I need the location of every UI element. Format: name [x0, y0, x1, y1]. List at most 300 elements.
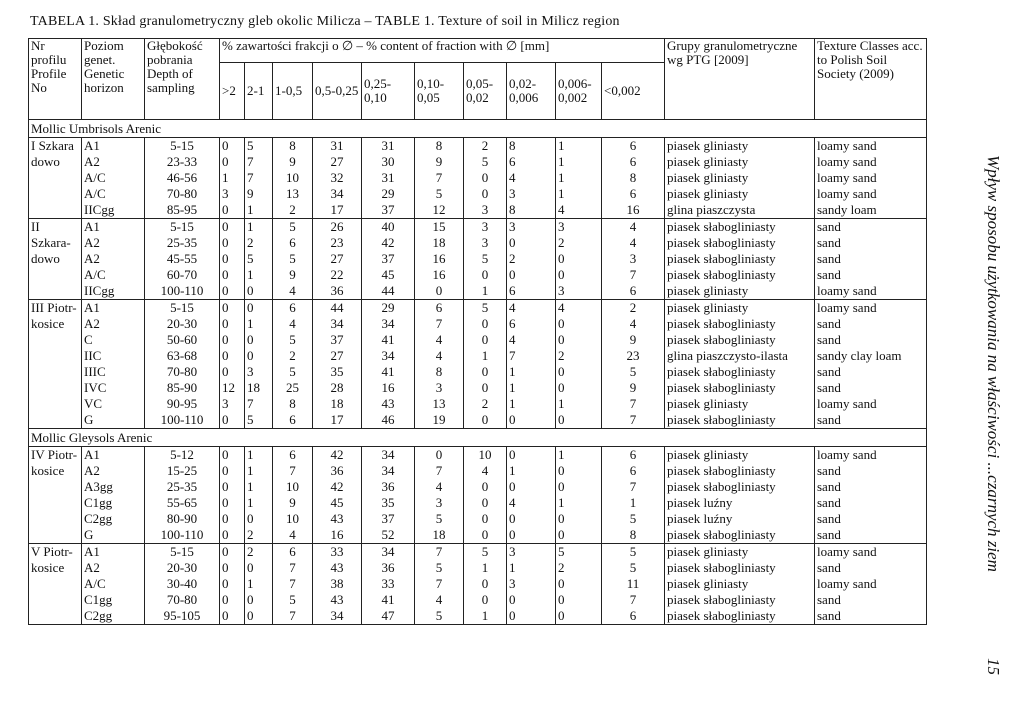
- fraction-cell: 0: [556, 463, 602, 479]
- fraction-cell: 4: [507, 495, 556, 511]
- table-row: [29, 170, 927, 186]
- ptg-group-cell: piasek gliniasty: [665, 544, 815, 561]
- fraction-cell: 5: [273, 364, 313, 380]
- fraction-cell: 0: [220, 300, 245, 317]
- texture-table: [28, 38, 927, 625]
- fraction-cell: 7: [602, 396, 665, 412]
- horizon-cell: A2: [82, 154, 145, 170]
- depth-cell: 20-30: [145, 560, 220, 576]
- fraction-cell: 18: [415, 235, 464, 251]
- fraction-cell: 6: [415, 300, 464, 317]
- fraction-cell: 1: [245, 267, 273, 283]
- fraction-cell: 7: [273, 608, 313, 625]
- fraction-cell: 36: [313, 463, 362, 479]
- fraction-cell: 1: [245, 479, 273, 495]
- fraction-cell: 13: [415, 396, 464, 412]
- fraction-cell: 0: [464, 380, 507, 396]
- texture-class-cell: sand: [815, 412, 927, 429]
- fraction-cell: 2: [556, 560, 602, 576]
- horizon-cell: C: [82, 332, 145, 348]
- fraction-cell: 1: [245, 447, 273, 464]
- fraction-cell: 0: [556, 527, 602, 544]
- fraction-cell: 5: [245, 251, 273, 267]
- fraction-cell: 7: [507, 348, 556, 364]
- texture-class-cell: sand: [815, 267, 927, 283]
- header-fraction-4: 0,25-0,10: [362, 62, 415, 119]
- fraction-cell: 35: [362, 495, 415, 511]
- table-row: [29, 348, 927, 364]
- fraction-cell: 34: [362, 544, 415, 561]
- table-row: [29, 576, 927, 592]
- fraction-cell: 16: [415, 267, 464, 283]
- fraction-cell: 0: [556, 592, 602, 608]
- fraction-cell: 6: [602, 463, 665, 479]
- ptg-group-cell: piasek słabogliniasty: [665, 267, 815, 283]
- ptg-group-cell: piasek słabogliniasty: [665, 219, 815, 236]
- fraction-cell: 33: [313, 544, 362, 561]
- table-row: [29, 186, 927, 202]
- fraction-cell: 0: [220, 235, 245, 251]
- texture-class-cell: loamy sand: [815, 154, 927, 170]
- depth-cell: 5-15: [145, 219, 220, 236]
- page-number: 15: [984, 658, 1003, 675]
- fraction-cell: 5: [273, 592, 313, 608]
- texture-class-cell: loamy sand: [815, 138, 927, 155]
- fraction-cell: 0: [245, 608, 273, 625]
- fraction-cell: 0: [507, 511, 556, 527]
- header-ptg-groups: Grupy granulometryczne wg PTG [2009]: [665, 39, 815, 120]
- fraction-cell: 27: [313, 154, 362, 170]
- fraction-cell: 5: [602, 511, 665, 527]
- fraction-cell: 0: [507, 235, 556, 251]
- horizon-cell: A3gg: [82, 479, 145, 495]
- texture-class-cell: sand: [815, 219, 927, 236]
- fraction-cell: 2: [464, 138, 507, 155]
- ptg-group-cell: piasek gliniasty: [665, 447, 815, 464]
- ptg-group-cell: piasek gliniasty: [665, 283, 815, 300]
- fraction-cell: 44: [313, 300, 362, 317]
- fraction-cell: 1: [245, 495, 273, 511]
- fraction-cell: 5: [464, 154, 507, 170]
- fraction-cell: 34: [362, 447, 415, 464]
- horizon-cell: A/C: [82, 170, 145, 186]
- fraction-cell: 10: [273, 170, 313, 186]
- fraction-cell: 0: [220, 560, 245, 576]
- fraction-cell: 16: [602, 202, 665, 219]
- horizon-cell: C2gg: [82, 511, 145, 527]
- header-genetic-horizon: Poziom genet. Genetic horizon: [82, 39, 145, 120]
- fraction-cell: 2: [245, 235, 273, 251]
- texture-class-cell: loamy sand: [815, 396, 927, 412]
- fraction-cell: 0: [556, 479, 602, 495]
- fraction-cell: 9: [245, 186, 273, 202]
- header-fraction-1: 2-1: [245, 62, 273, 119]
- fraction-cell: 7: [602, 267, 665, 283]
- depth-cell: 70-80: [145, 186, 220, 202]
- depth-cell: 85-95: [145, 202, 220, 219]
- fraction-cell: 8: [273, 396, 313, 412]
- profile-label: III Piotr-kosice: [29, 300, 82, 429]
- fraction-cell: 0: [220, 592, 245, 608]
- fraction-cell: 3: [245, 364, 273, 380]
- fraction-cell: 6: [273, 300, 313, 317]
- fraction-cell: 2: [556, 235, 602, 251]
- fraction-cell: 1: [556, 170, 602, 186]
- horizon-cell: A1: [82, 544, 145, 561]
- fraction-cell: 6: [273, 544, 313, 561]
- ptg-group-cell: piasek słabogliniasty: [665, 479, 815, 495]
- fraction-cell: 10: [273, 479, 313, 495]
- depth-cell: 85-90: [145, 380, 220, 396]
- fraction-cell: 37: [362, 251, 415, 267]
- header-fraction-6: 0,05-0,02: [464, 62, 507, 119]
- fraction-cell: 5: [415, 186, 464, 202]
- fraction-cell: 0: [220, 495, 245, 511]
- texture-class-cell: sand: [815, 364, 927, 380]
- fraction-cell: 3: [556, 283, 602, 300]
- fraction-cell: 47: [362, 608, 415, 625]
- fraction-cell: 0: [220, 463, 245, 479]
- fraction-cell: 5: [415, 560, 464, 576]
- fraction-cell: 13: [273, 186, 313, 202]
- fraction-cell: 9: [273, 495, 313, 511]
- horizon-cell: IVC: [82, 380, 145, 396]
- fraction-cell: 0: [220, 608, 245, 625]
- fraction-cell: 9: [415, 154, 464, 170]
- fraction-cell: 0: [220, 412, 245, 429]
- fraction-cell: 3: [602, 251, 665, 267]
- fraction-cell: 36: [313, 283, 362, 300]
- fraction-cell: 18: [313, 396, 362, 412]
- header-fraction-title: % zawartości frakcji o ∅ – % content of fraction with ∅ [mm]: [220, 39, 665, 63]
- texture-class-cell: loamy sand: [815, 283, 927, 300]
- table-row: [29, 479, 927, 495]
- fraction-cell: 1: [464, 283, 507, 300]
- fraction-cell: 5: [602, 544, 665, 561]
- horizon-cell: A1: [82, 138, 145, 155]
- texture-class-cell: sand: [815, 479, 927, 495]
- fraction-cell: 4: [556, 202, 602, 219]
- fraction-cell: 23: [313, 235, 362, 251]
- ptg-group-cell: piasek luźny: [665, 495, 815, 511]
- depth-cell: 100-110: [145, 283, 220, 300]
- fraction-cell: 18: [245, 380, 273, 396]
- ptg-group-cell: piasek gliniasty: [665, 154, 815, 170]
- fraction-cell: 9: [602, 332, 665, 348]
- fraction-cell: 1: [507, 364, 556, 380]
- section-row: [29, 429, 927, 447]
- fraction-cell: 2: [602, 300, 665, 317]
- fraction-cell: 4: [507, 170, 556, 186]
- fraction-cell: 40: [362, 219, 415, 236]
- ptg-group-cell: piasek słabogliniasty: [665, 332, 815, 348]
- table-row: [29, 235, 927, 251]
- fraction-cell: 1: [507, 560, 556, 576]
- ptg-group-cell: piasek słabogliniasty: [665, 412, 815, 429]
- fraction-cell: 6: [602, 608, 665, 625]
- fraction-cell: 42: [313, 447, 362, 464]
- fraction-cell: 3: [507, 219, 556, 236]
- fraction-cell: 0: [464, 186, 507, 202]
- fraction-cell: 1: [464, 348, 507, 364]
- fraction-cell: 0: [556, 251, 602, 267]
- horizon-cell: A1: [82, 219, 145, 236]
- texture-class-cell: sand: [815, 332, 927, 348]
- fraction-cell: 0: [220, 202, 245, 219]
- fraction-cell: 8: [415, 364, 464, 380]
- fraction-cell: 7: [415, 544, 464, 561]
- fraction-cell: 5: [602, 364, 665, 380]
- fraction-cell: 30: [362, 154, 415, 170]
- fraction-cell: 6: [602, 283, 665, 300]
- table-row: [29, 544, 927, 561]
- horizon-cell: IIC: [82, 348, 145, 364]
- fraction-cell: 0: [464, 364, 507, 380]
- section-title: Mollic Umbrisols Arenic: [29, 120, 927, 138]
- fraction-cell: 27: [313, 251, 362, 267]
- fraction-cell: 1: [507, 380, 556, 396]
- fraction-cell: 29: [362, 300, 415, 317]
- table-row: [29, 300, 927, 317]
- fraction-cell: 23: [602, 348, 665, 364]
- fraction-cell: 5: [556, 544, 602, 561]
- ptg-group-cell: piasek słabogliniasty: [665, 592, 815, 608]
- fraction-cell: 0: [464, 332, 507, 348]
- fraction-cell: 3: [415, 380, 464, 396]
- ptg-group-cell: glina piaszczysta: [665, 202, 815, 219]
- fraction-cell: 41: [362, 364, 415, 380]
- table-row: [29, 412, 927, 429]
- fraction-cell: 1: [556, 186, 602, 202]
- running-title: Wpływ sposobu użytkowania na właściwości ...czarnych ziem: [984, 155, 1003, 572]
- horizon-cell: A1: [82, 447, 145, 464]
- fraction-cell: 1: [245, 219, 273, 236]
- fraction-cell: 1: [556, 447, 602, 464]
- fraction-cell: 31: [362, 170, 415, 186]
- header-fraction-8: 0,006-0,002: [556, 62, 602, 119]
- fraction-cell: 43: [313, 511, 362, 527]
- fraction-cell: 0: [556, 332, 602, 348]
- horizon-cell: A/C: [82, 267, 145, 283]
- texture-class-cell: sand: [815, 463, 927, 479]
- texture-class-cell: sand: [815, 511, 927, 527]
- fraction-cell: 19: [415, 412, 464, 429]
- horizon-cell: A1: [82, 300, 145, 317]
- ptg-group-cell: piasek gliniasty: [665, 186, 815, 202]
- fraction-cell: 0: [245, 560, 273, 576]
- profile-label: IV Piotr-kosice: [29, 447, 82, 544]
- fraction-cell: 5: [273, 251, 313, 267]
- fraction-cell: 36: [362, 479, 415, 495]
- depth-cell: 5-15: [145, 300, 220, 317]
- fraction-cell: 0: [556, 267, 602, 283]
- fraction-cell: 4: [556, 300, 602, 317]
- side-running-header: [978, 155, 1008, 680]
- fraction-cell: 6: [602, 154, 665, 170]
- fraction-cell: 0: [464, 316, 507, 332]
- table-row: [29, 154, 927, 170]
- fraction-cell: 4: [507, 332, 556, 348]
- depth-cell: 55-65: [145, 495, 220, 511]
- fraction-cell: 41: [362, 332, 415, 348]
- fraction-cell: 3: [464, 219, 507, 236]
- section-title: Mollic Gleysols Arenic: [29, 429, 927, 447]
- fraction-cell: 0: [220, 283, 245, 300]
- fraction-cell: 4: [602, 235, 665, 251]
- depth-cell: 45-55: [145, 251, 220, 267]
- fraction-cell: 0: [415, 283, 464, 300]
- horizon-cell: A2: [82, 235, 145, 251]
- fraction-cell: 2: [273, 348, 313, 364]
- fraction-cell: 46: [362, 412, 415, 429]
- horizon-cell: A/C: [82, 576, 145, 592]
- fraction-cell: 6: [273, 235, 313, 251]
- fraction-cell: 43: [313, 592, 362, 608]
- fraction-cell: 0: [507, 608, 556, 625]
- fraction-cell: 17: [313, 202, 362, 219]
- fraction-cell: 42: [362, 235, 415, 251]
- fraction-cell: 7: [245, 396, 273, 412]
- fraction-cell: 9: [273, 154, 313, 170]
- ptg-group-cell: piasek słabogliniasty: [665, 463, 815, 479]
- fraction-cell: 3: [507, 186, 556, 202]
- texture-class-cell: loamy sand: [815, 170, 927, 186]
- ptg-group-cell: piasek gliniasty: [665, 300, 815, 317]
- horizon-cell: C1gg: [82, 592, 145, 608]
- fraction-cell: 3: [556, 219, 602, 236]
- fraction-cell: 0: [220, 138, 245, 155]
- fraction-cell: 4: [415, 332, 464, 348]
- depth-cell: 30-40: [145, 576, 220, 592]
- fraction-cell: 1: [507, 463, 556, 479]
- fraction-cell: 0: [507, 527, 556, 544]
- texture-class-cell: sand: [815, 495, 927, 511]
- ptg-group-cell: piasek gliniasty: [665, 138, 815, 155]
- fraction-cell: 2: [464, 396, 507, 412]
- section-row: [29, 120, 927, 138]
- fraction-cell: 45: [362, 267, 415, 283]
- fraction-cell: 33: [362, 576, 415, 592]
- fraction-cell: 1: [245, 576, 273, 592]
- fraction-cell: 34: [362, 316, 415, 332]
- fraction-cell: 0: [220, 219, 245, 236]
- fraction-cell: 28: [313, 380, 362, 396]
- fraction-cell: 0: [220, 576, 245, 592]
- header-sampling-depth: Głębokość pobrania Depth of sampling: [145, 39, 220, 120]
- fraction-cell: 5: [415, 511, 464, 527]
- fraction-cell: 45: [313, 495, 362, 511]
- fraction-cell: 5: [464, 251, 507, 267]
- ptg-group-cell: piasek słabogliniasty: [665, 316, 815, 332]
- fraction-cell: 2: [245, 527, 273, 544]
- fraction-cell: 7: [415, 576, 464, 592]
- table-row: [29, 380, 927, 396]
- table-row: [29, 608, 927, 625]
- fraction-cell: 1: [507, 396, 556, 412]
- fraction-cell: 7: [245, 154, 273, 170]
- fraction-cell: 34: [313, 608, 362, 625]
- fraction-cell: 7: [273, 463, 313, 479]
- fraction-cell: 3: [507, 544, 556, 561]
- table-row: [29, 219, 927, 236]
- fraction-cell: 7: [602, 479, 665, 495]
- horizon-cell: C1gg: [82, 495, 145, 511]
- fraction-cell: 9: [273, 267, 313, 283]
- fraction-cell: 5: [602, 560, 665, 576]
- horizon-cell: G: [82, 527, 145, 544]
- depth-cell: 60-70: [145, 267, 220, 283]
- depth-cell: 25-35: [145, 479, 220, 495]
- fraction-cell: 0: [245, 511, 273, 527]
- fraction-cell: 7: [273, 576, 313, 592]
- fraction-cell: 15: [415, 219, 464, 236]
- depth-cell: 15-25: [145, 463, 220, 479]
- profile-label: II Szkara-dowo: [29, 219, 82, 300]
- texture-class-cell: sand: [815, 251, 927, 267]
- texture-class-cell: sandy loam: [815, 202, 927, 219]
- fraction-cell: 41: [362, 592, 415, 608]
- fraction-cell: 5: [273, 219, 313, 236]
- fraction-cell: 0: [556, 364, 602, 380]
- fraction-cell: 29: [362, 186, 415, 202]
- texture-class-cell: sand: [815, 316, 927, 332]
- fraction-cell: 1: [556, 495, 602, 511]
- fraction-cell: 0: [556, 412, 602, 429]
- fraction-cell: 4: [602, 316, 665, 332]
- fraction-cell: 7: [602, 412, 665, 429]
- fraction-cell: 9: [602, 380, 665, 396]
- fraction-cell: 12: [220, 380, 245, 396]
- fraction-cell: 7: [602, 592, 665, 608]
- table-row: [29, 495, 927, 511]
- fraction-cell: 1: [556, 396, 602, 412]
- fraction-cell: 5: [464, 544, 507, 561]
- fraction-cell: 35: [313, 364, 362, 380]
- fraction-cell: 34: [313, 186, 362, 202]
- table-row: [29, 447, 927, 464]
- depth-cell: 20-30: [145, 316, 220, 332]
- fraction-cell: 0: [556, 608, 602, 625]
- fraction-cell: 6: [273, 412, 313, 429]
- fraction-cell: 6: [507, 283, 556, 300]
- fraction-cell: 7: [415, 170, 464, 186]
- fraction-cell: 16: [362, 380, 415, 396]
- ptg-group-cell: piasek gliniasty: [665, 576, 815, 592]
- fraction-cell: 8: [273, 138, 313, 155]
- fraction-cell: 8: [507, 138, 556, 155]
- fraction-cell: 0: [464, 267, 507, 283]
- fraction-cell: 0: [556, 380, 602, 396]
- fraction-cell: 1: [245, 202, 273, 219]
- fraction-cell: 4: [415, 592, 464, 608]
- fraction-cell: 37: [362, 511, 415, 527]
- ptg-group-cell: piasek gliniasty: [665, 396, 815, 412]
- depth-cell: 23-33: [145, 154, 220, 170]
- depth-cell: 5-15: [145, 138, 220, 155]
- ptg-group-cell: piasek słabogliniasty: [665, 560, 815, 576]
- fraction-cell: 7: [273, 560, 313, 576]
- header-fraction-5: 0,10-0,05: [415, 62, 464, 119]
- texture-class-cell: loamy sand: [815, 300, 927, 317]
- table-row: [29, 396, 927, 412]
- fraction-cell: 0: [464, 576, 507, 592]
- fraction-cell: 1: [556, 138, 602, 155]
- fraction-cell: 0: [464, 511, 507, 527]
- depth-cell: 95-105: [145, 608, 220, 625]
- fraction-cell: 1: [245, 316, 273, 332]
- horizon-cell: A2: [82, 251, 145, 267]
- depth-cell: 25-35: [145, 235, 220, 251]
